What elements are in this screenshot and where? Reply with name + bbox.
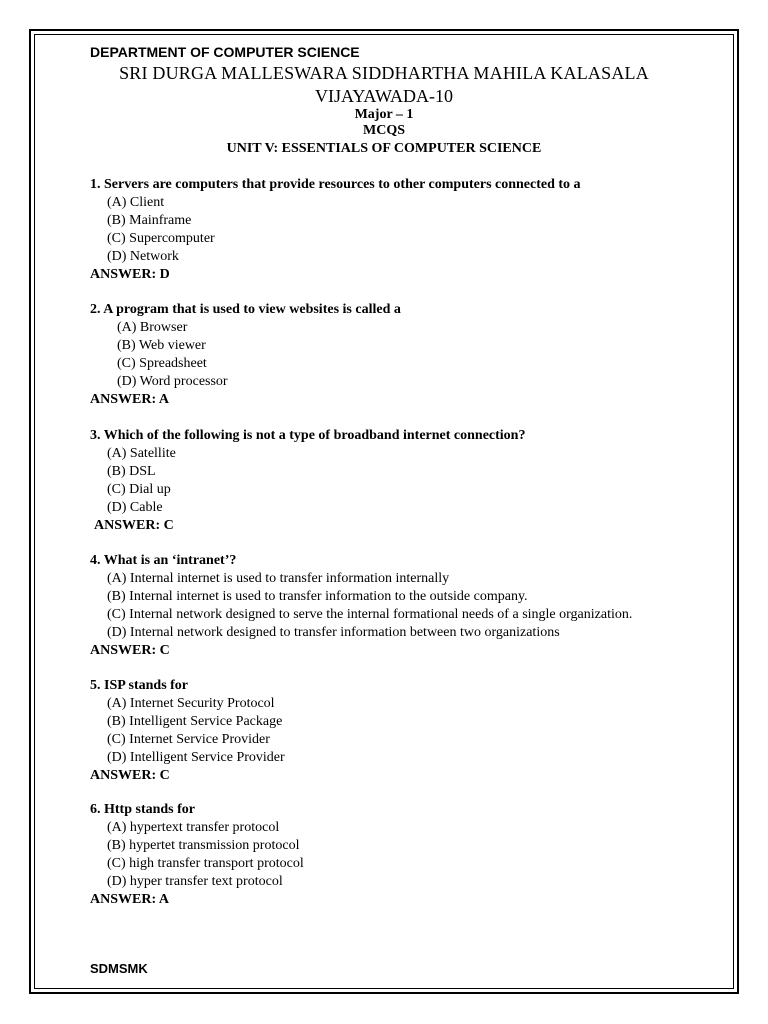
option-a: (A) Client (107, 195, 165, 210)
option-a: (A) Internal internet is used to transfer information internally (107, 571, 450, 586)
option-c: (C) Dial up (107, 482, 171, 497)
option-d: (D) Word processor (117, 374, 228, 389)
question-text: 4. What is an ‘intranet’? (90, 553, 237, 568)
option-d: (D) Internal network designed to transfer information between two organizations (107, 625, 560, 640)
option-c: (C) high transfer transport protocol (107, 856, 304, 871)
option-a: (A) Internet Security Protocol (107, 696, 275, 711)
answer-line: ANSWER: A (90, 392, 169, 407)
option-d: (D) Network (107, 249, 179, 264)
footer-label: SDMSMK (90, 961, 148, 976)
answer-line: ANSWER: D (90, 267, 170, 282)
college-city: VIJAYAWADA-10 (315, 86, 453, 106)
option-b: (B) Web viewer (117, 338, 206, 353)
question-text: 3. Which of the following is not a type of broadband internet connection? (90, 428, 526, 443)
question-block-5 (90, 677, 285, 785)
option-b: (B) hypertet transmission protocol (107, 838, 300, 853)
answer-line: ANSWER: C (90, 768, 170, 783)
option-b: (B) DSL (107, 464, 156, 479)
major-label: Major – 1 (354, 107, 414, 122)
question-text: 2. A program that is used to view websites is called a (90, 302, 401, 317)
option-c: (C) Internet Service Provider (107, 732, 270, 747)
option-c: (C) Spreadsheet (117, 356, 207, 371)
unit-title: UNIT V: ESSENTIALS OF COMPUTER SCIENCE (226, 141, 542, 156)
option-c: (C) Internal network designed to serve the internal formational needs of a single organization. (107, 607, 633, 622)
question-block-6 (90, 801, 304, 909)
option-c: (C) Supercomputer (107, 231, 215, 246)
college-name: SRI DURGA MALLESWARA SIDDHARTHA MAHILA KALASALA (119, 63, 649, 83)
question-block-2 (90, 301, 401, 409)
answer-line: ANSWER: C (90, 643, 170, 658)
option-d: (D) Cable (107, 500, 163, 515)
mcqs-label: MCQS (363, 123, 405, 138)
option-b: (B) Mainframe (107, 213, 192, 228)
option-d: (D) hyper transfer text protocol (107, 874, 283, 889)
department-heading: DEPARTMENT OF COMPUTER SCIENCE (90, 44, 360, 60)
question-block-3 (90, 427, 525, 535)
question-text: 6. Http stands for (90, 802, 196, 817)
question-block-1 (90, 176, 581, 284)
answer-line: ANSWER: A (90, 892, 169, 907)
question-text: 5. ISP stands for (90, 678, 189, 693)
option-a: (A) Browser (117, 320, 188, 335)
option-a: (A) hypertext transfer protocol (107, 820, 280, 835)
option-d: (D) Intelligent Service Provider (107, 750, 285, 765)
question-block-4 (90, 552, 632, 660)
question-text: 1. Servers are computers that provide resources to other computers connected to a (90, 177, 581, 192)
option-a: (A) Satellite (107, 446, 176, 461)
option-b: (B) Internal internet is used to transfer information to the outside company. (107, 589, 528, 604)
answer-line: ANSWER: C (94, 518, 174, 533)
option-b: (B) Intelligent Service Package (107, 714, 283, 729)
